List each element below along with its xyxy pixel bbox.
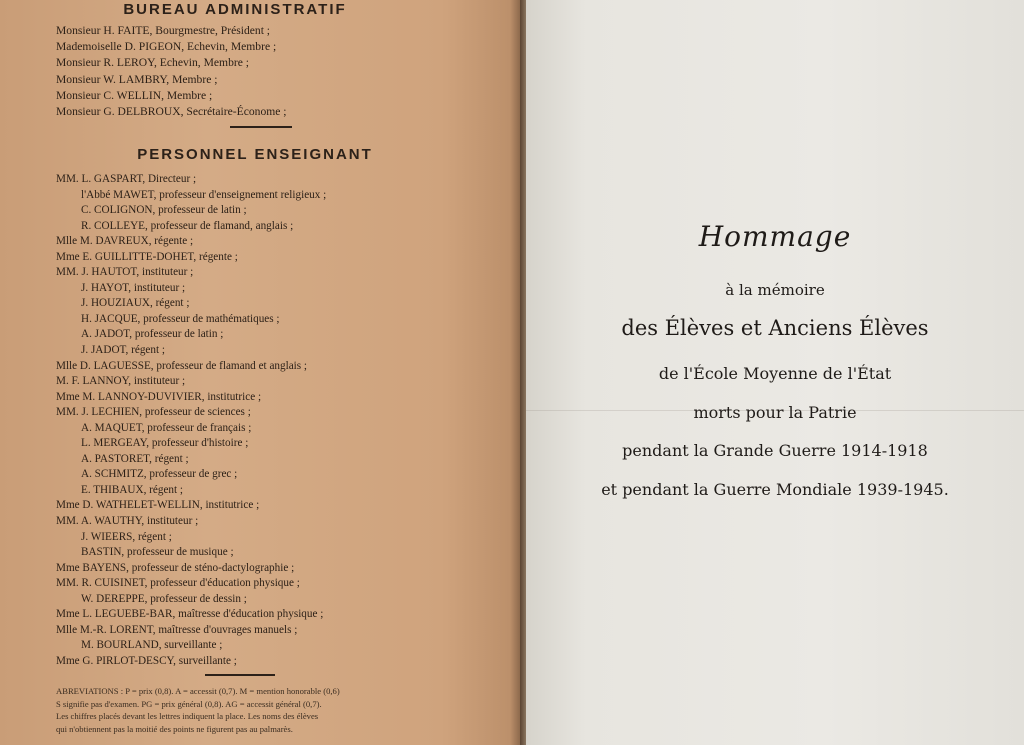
staff-title: PERSONNEL ENSEIGNANT xyxy=(137,146,373,163)
bureau-member: Mademoiselle D. PIGEON, Echevin, Membre ; xyxy=(56,40,277,54)
bureau-member: Monsieur G. DELBROUX, Secrétaire-Économe ; xyxy=(56,105,287,119)
staff-member: R. COLLEYE, professeur de flamand, anglais ; xyxy=(81,219,294,232)
bureau-title: BUREAU ADMINISTRATIF xyxy=(123,1,347,18)
tribute-line: et pendant la Guerre Mondiale 1939-1945. xyxy=(601,480,949,499)
staff-member: MM. J. LECHIEN, professeur de sciences ; xyxy=(56,406,251,419)
staff-member: MM. L. GASPART, Directeur ; xyxy=(56,173,197,185)
staff-member: W. DEREPPE, professeur de dessin ; xyxy=(81,592,247,605)
staff-member: Mme BAYENS, professeur de sténo-dactylographie ; xyxy=(56,561,295,574)
bureau-member: Monsieur C. WELLIN, Membre ; xyxy=(56,88,213,102)
tribute-line: à la mémoire xyxy=(725,281,825,299)
staff-member: Mme L. LEGUEBE-BAR, maîtresse d'éducation physique ; xyxy=(56,608,324,621)
staff-member: M. BOURLAND, surveillante ; xyxy=(81,639,223,652)
staff-member: Mlle M. DAVREUX, régente ; xyxy=(56,235,194,248)
staff-member: Mlle D. LAGUESSE, professeur de flamand et anglais ; xyxy=(56,359,308,372)
staff-member: A. SCHMITZ, professeur de grec ; xyxy=(81,468,238,481)
abbreviation-line: S signifie pas d'examen. PG = prix général (0,8). AG = accessit général (0,7). xyxy=(56,698,322,709)
tribute-title: Hommage xyxy=(698,220,852,253)
staff-member: H. JACQUE, professeur de mathématiques ; xyxy=(81,312,280,325)
abbreviation-line: ABREVIATIONS : P = prix (0,8). A = accessit (0,7). M = mention honorable (0,6) xyxy=(56,686,340,696)
abbreviations-note xyxy=(56,685,456,735)
staff-member: L. MERGEAY, professeur d'histoire ; xyxy=(81,437,249,450)
staff-member: J. JADOT, régent ; xyxy=(81,344,165,357)
staff-member: E. THIBAUX, régent ; xyxy=(81,483,184,496)
staff-member: J. HOUZIAUX, régent ; xyxy=(81,297,190,310)
tribute-line: des Élèves et Anciens Élèves xyxy=(621,316,929,340)
bureau-members-list xyxy=(56,23,287,120)
staff-member: Mme M. LANNOY-DUVIVIER, institutrice ; xyxy=(56,390,262,403)
staff-member: C. COLIGNON, professeur de latin ; xyxy=(81,204,247,217)
bureau-member: Monsieur R. LEROY, Echevin, Membre ; xyxy=(56,56,249,70)
tribute-line: de l'École Moyenne de l'État xyxy=(658,364,892,383)
staff-member: A. PASTORET, régent ; xyxy=(81,452,189,465)
staff-member: Mme G. PIRLOT-DESCY, surveillante ; xyxy=(56,654,237,667)
staff-member: MM. A. WAUTHY, instituteur ; xyxy=(56,515,199,528)
staff-member: Mlle M.-R. LORENT, maîtresse d'ouvrages manuels ; xyxy=(56,623,298,636)
staff-member: M. F. LANNOY, instituteur ; xyxy=(56,375,186,388)
abbreviation-line: Les chiffres placés devant les lettres indiquent la place. Les noms des élèves xyxy=(56,711,319,722)
staff-member: MM. R. CUISINET, professeur d'éducation physique ; xyxy=(56,577,300,590)
staff-member: MM. J. HAUTOT, instituteur ; xyxy=(56,266,194,279)
staff-list xyxy=(56,172,326,670)
abbreviation-line: qui n'obtiennent pas la moitié des points ne figurent pas au palmarès. xyxy=(56,723,293,734)
bureau-member: Monsieur H. FAITE, Bourgmestre, Président ; xyxy=(56,24,271,37)
staff-member: Mme D. WATHELET-WELLIN, institutrice ; xyxy=(56,499,260,512)
staff-member: J. HAYOT, instituteur ; xyxy=(81,281,186,294)
staff-member: Mme E. GUILLITTE-DOHET, régente ; xyxy=(56,250,238,263)
section-divider xyxy=(230,126,292,128)
staff-member: A. MAQUET, professeur de français ; xyxy=(81,421,252,434)
staff-member: BASTIN, professeur de musique ; xyxy=(81,546,234,559)
bureau-member: Monsieur W. LAMBRY, Membre ; xyxy=(56,72,218,86)
staff-member: J. WIEERS, régent ; xyxy=(81,530,172,543)
staff-member: A. JADOT, professeur de latin ; xyxy=(81,328,224,341)
section-divider xyxy=(205,674,275,676)
tribute-line: pendant la Grande Guerre 1914-1918 xyxy=(622,441,928,460)
right-page xyxy=(526,0,1024,745)
staff-member: l'Abbé MAWET, professeur d'enseignement religieux ; xyxy=(81,188,327,201)
tribute-line: morts pour la Patrie xyxy=(693,403,857,422)
